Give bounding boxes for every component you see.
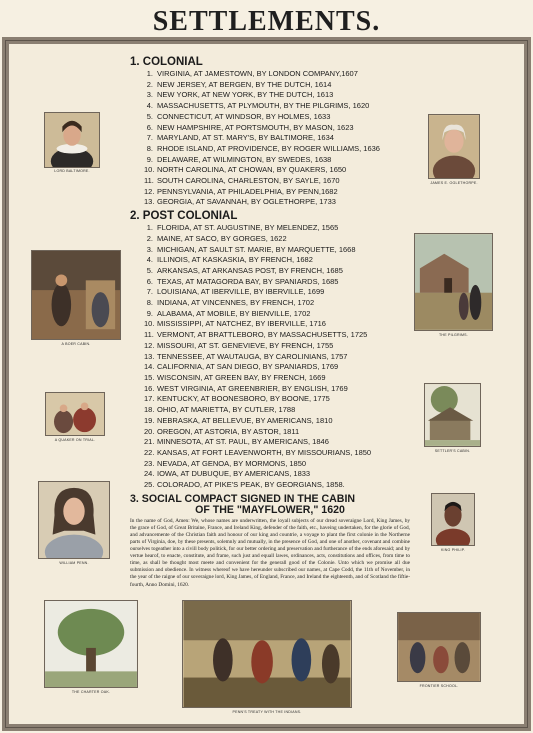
item-number: 23.	[144, 458, 155, 468]
item-number: 2.	[146, 233, 153, 243]
item-number: 21.	[144, 437, 155, 447]
item-text: NEW HAMPSHIRE, AT PORTSMOUTH, BY MASON, 1623	[157, 122, 354, 132]
item-text: VIRGINIA, AT JAMESTOWN, BY LONDON COMPANY,1607	[157, 69, 358, 78]
boer-cabin-illustration	[31, 250, 121, 340]
post-colonial-item	[144, 341, 410, 352]
post-colonial-item	[144, 437, 410, 448]
colonial-item	[144, 197, 410, 208]
colonial-item	[144, 69, 410, 80]
item-text: OREGON, AT ASTORIA, BY ASTOR, 1811	[157, 426, 300, 436]
pilgrims-illustration	[414, 233, 493, 331]
item-text: MISSISSIPPI, AT NATCHEZ, BY IBERVILLE, 1716	[157, 319, 326, 329]
item-number: 8.	[146, 298, 153, 308]
portrait-illustration	[39, 482, 109, 558]
item-number: 11.	[144, 330, 154, 340]
item-text: PENNSYLVANIA, AT PHILADELPHIA, BY PENN,1682	[157, 186, 338, 196]
post-colonial-item	[144, 469, 410, 480]
item-text: NORTH CAROLINA, AT CHOWAN, BY QUAKERS, 1650	[157, 165, 347, 175]
item-number: 7.	[146, 133, 153, 143]
post-colonial-item	[144, 405, 410, 416]
caption-lord-baltimore: LORD BALTIMORE.	[54, 169, 90, 173]
post-colonial-item	[144, 287, 410, 298]
item-text: TENNESSEE, AT WAUTAUGA, BY CAROLINIANS, 1757	[157, 351, 348, 361]
item-number: 4.	[146, 255, 153, 265]
item-number: 9.	[146, 308, 153, 318]
colonial-list	[144, 69, 410, 208]
item-text: NEBRASKA, AT BELLEVUE, BY AMERICANS, 1810	[157, 415, 333, 425]
section-post-colonial-heading: 2. POST COLONIAL	[130, 210, 238, 223]
portrait-illustration	[45, 113, 99, 167]
item-text: WEST VIRGINIA, AT GREENBRIER, BY ENGLISH, 1769	[157, 383, 348, 393]
caption-pilgrims: THE PILGRIMS.	[439, 333, 468, 337]
colonial-item	[144, 187, 410, 198]
main-content	[130, 56, 410, 589]
portrait-illustration	[429, 115, 479, 178]
lord-baltimore-portrait	[44, 112, 100, 168]
frontier-school-illustration	[397, 612, 481, 682]
caption-charter-oak: THE CHARTER OAK.	[71, 690, 111, 694]
post-colonial-item	[144, 309, 410, 320]
post-colonial-item	[144, 384, 410, 395]
colonial-item	[144, 80, 410, 91]
item-number: 24.	[144, 469, 155, 479]
item-text: ALABAMA, AT MOBILE, BY BIENVILLE, 1702	[157, 308, 311, 318]
item-number: 6.	[146, 122, 153, 132]
item-number: 19.	[144, 415, 155, 425]
scene-illustration	[398, 613, 480, 681]
post-colonial-item	[144, 448, 410, 459]
caption-penn-treaty: PENN'S TREATY WITH THE INDIANS.	[232, 710, 302, 714]
item-text: NEW YORK, AT NEW YORK, BY THE DUTCH, 1613	[157, 90, 334, 100]
colonial-item	[144, 144, 410, 155]
scene-illustration	[415, 234, 492, 330]
post-colonial-item	[144, 352, 410, 363]
item-number: 3.	[146, 90, 153, 100]
penn-treaty-illustration	[182, 600, 352, 708]
portrait-illustration	[432, 494, 474, 545]
item-text: MINNESOTA, AT ST. PAUL, BY AMERICANS, 1846	[157, 437, 329, 447]
king-philip-portrait	[431, 493, 475, 546]
post-colonial-item	[144, 266, 410, 277]
post-colonial-item	[144, 480, 410, 491]
colonial-item	[144, 112, 410, 123]
item-number: 12.	[144, 186, 155, 196]
item-number: 18.	[144, 405, 155, 415]
scene-illustration	[32, 251, 120, 339]
post-colonial-item	[144, 373, 410, 384]
colonial-item	[144, 176, 410, 187]
item-number: 5.	[146, 265, 153, 275]
item-text: MICHIGAN, AT SAULT ST. MARIE, BY MARQUETTE, 1668	[157, 244, 356, 254]
item-number: 22.	[144, 447, 155, 457]
caption-quaker: A QUAKER ON TRIAL.	[54, 438, 96, 442]
post-colonial-item	[144, 394, 410, 405]
item-number: 2.	[146, 79, 153, 89]
post-colonial-item	[144, 298, 410, 309]
item-number: 3.	[146, 244, 153, 254]
item-text: OHIO, AT MARIETTA, BY CUTLER, 1788	[157, 405, 296, 415]
item-number: 1.	[146, 223, 153, 233]
scene-illustration	[183, 601, 351, 707]
item-text: KENTUCKY, AT BOONESBORO, BY BOONE, 1775	[157, 394, 330, 404]
caption-boer-cabin: A BOER CABIN.	[61, 342, 91, 346]
item-text: NEW JERSEY, AT BERGEN, BY THE DUTCH, 1614	[157, 79, 332, 89]
caption-oglethorpe: JAMES E. OGLETHORPE.	[430, 181, 478, 185]
item-text: MISSOURI, AT ST. GENEVIEVE, BY FRENCH, 1755	[157, 340, 334, 350]
quaker-trial-illustration	[45, 392, 105, 436]
colonial-item	[144, 101, 410, 112]
charter-oak-illustration	[44, 600, 138, 688]
item-text: TEXAS, AT MATAGORDA BAY, BY SPANIARDS, 1685	[157, 276, 339, 286]
post-colonial-item	[144, 459, 410, 470]
item-number: 1.	[146, 69, 153, 78]
post-colonial-item	[144, 277, 410, 288]
item-text: CALIFORNIA, AT SAN DIEGO, BY SPANIARDS, 1769	[157, 362, 339, 372]
item-number: 12.	[144, 340, 155, 350]
post-colonial-item	[144, 362, 410, 373]
item-number: 11.	[144, 176, 154, 186]
post-colonial-item	[144, 427, 410, 438]
item-text: COLORADO, AT PIKE'S PEAK, BY GEORGIANS, 1858.	[157, 480, 345, 490]
item-text: DELAWARE, AT WILMINGTON, BY SWEDES, 1638	[157, 154, 332, 164]
post-colonial-item	[144, 319, 410, 330]
colonial-item	[144, 123, 410, 134]
item-number: 6.	[146, 276, 153, 286]
item-number: 10.	[144, 165, 155, 175]
item-text: KANSAS, AT FORT LEAVENWORTH, BY MISSOURIANS, 1850	[157, 447, 372, 457]
compact-heading-line2: OF THE "MAYFLOWER," 1620	[195, 503, 345, 516]
item-number: 4.	[146, 101, 153, 111]
item-number: 8.	[146, 143, 153, 153]
post-colonial-list	[144, 223, 410, 491]
colonial-item	[144, 155, 410, 166]
colonial-item	[144, 133, 410, 144]
oglethorpe-portrait	[428, 114, 480, 179]
item-text: MARYLAND, AT ST. MARY'S, BY BALTIMORE, 1634	[157, 133, 334, 143]
item-number: 9.	[146, 154, 153, 164]
item-text: ARKANSAS, AT ARKANSAS POST, BY FRENCH, 1685	[157, 265, 343, 275]
item-number: 17.	[144, 394, 155, 404]
post-colonial-item	[144, 330, 410, 341]
mayflower-compact-text: In the name of God, Amen: We, whose names are underwritten, the loyall subjects of our dread soveraigne Lord, King James, by the grace of God, of Great Britaine, France, and Ireland King, defender of the faith, etc., haveing undertaken, for the glorie of God, and advancemente of the Christian faith and honour of our king and countrie, a voyage to plant the first colonie in the Northerne parts of Virginia, doe, by these presents, solemnly and mutually, in the presence of God, and one of another, covenant and combine ourselves togeather into a civill body politick, for our better ordering and preservation and furtherance of the ends aforesaid; and by vertue hearof, to enacte, constitute, and frame, such just and equall lawes, ordinances, acts, constitutions and offices, from time to time, as shall be thought most meete and convenient for the generall good of the Colonie. Unto which we promise all due submission and obedience. In witness whereof we have hereunder subscribed our names, at Cape Codd, the 11th of November, in the year of the raigne of our soveraigne lord, King James, of England, France, and Ireland the eighteenth, and of Scotland the fiftie-fourth, Anno Domini, 1620.	[130, 517, 410, 588]
post-colonial-item	[144, 245, 410, 256]
item-text: NEVADA, AT GENOA, BY MORMONS, 1850	[157, 458, 307, 468]
item-text: SOUTH CAROLINA, CHARLESTON, BY SAYLE, 1670	[157, 176, 340, 186]
item-number: 13.	[144, 351, 155, 361]
item-number: 14.	[144, 362, 155, 372]
compact-heading-line1: 3. SOCIAL COMPACT SIGNED IN THE CABIN	[130, 492, 356, 505]
item-text: WISCONSIN, AT GREEN BAY, BY FRENCH, 1669	[157, 372, 326, 382]
item-number: 5.	[146, 111, 153, 121]
colonial-item	[144, 165, 410, 176]
item-text: MAINE, AT SACO, BY GORGES, 1622	[157, 233, 287, 243]
william-penn-portrait	[38, 481, 110, 559]
item-text: GEORGIA, AT SAVANNAH, BY OGLETHORPE, 1733	[157, 197, 336, 207]
post-colonial-item	[144, 416, 410, 427]
post-colonial-item	[144, 255, 410, 266]
item-number: 7.	[146, 287, 153, 297]
item-number: 25.	[144, 480, 155, 490]
section-colonial-heading: 1. COLONIAL	[130, 56, 203, 68]
scene-illustration	[46, 393, 104, 435]
item-text: RHODE ISLAND, AT PROVIDENCE, BY ROGER WILLIAMS, 1636	[157, 143, 380, 153]
section-compact-heading	[130, 494, 410, 516]
scene-illustration	[425, 384, 480, 446]
caption-frontier-school: FRONTIER SCHOOL.	[419, 684, 459, 688]
caption-king-philip: KING PHILIP.	[440, 548, 466, 552]
item-text: ILLINOIS, AT KASKASKIA, BY FRENCH, 1682	[157, 255, 313, 265]
item-text: IOWA, AT DUBUQUE, BY AMERICANS, 1833	[157, 469, 311, 479]
item-text: MASSACHUSETTS, AT PLYMOUTH, BY THE PILGRIMS, 1620	[157, 101, 370, 111]
item-text: VERMONT, AT BRATTLEBORO, BY MASSACHUSETTS, 1725	[157, 330, 368, 340]
item-text: LOUISIANA, AT IBERVILLE, BY IBERVILLE, 1699	[157, 287, 325, 297]
post-colonial-item	[144, 234, 410, 245]
post-colonial-item	[144, 223, 410, 234]
item-text: FLORIDA, AT ST. AUGUSTINE, BY MELENDEZ, 1565	[157, 223, 339, 233]
page-title: SETTLEMENTS.	[152, 6, 381, 37]
item-number: 13.	[144, 197, 155, 207]
item-number: 15.	[144, 372, 155, 382]
scene-illustration	[45, 601, 137, 687]
colonial-item	[144, 90, 410, 101]
item-number: 10.	[144, 319, 155, 329]
item-text: INDIANA, AT VINCENNES, BY FRENCH, 1702	[157, 298, 315, 308]
caption-settlers-cabin: SETTLER'S CABIN.	[434, 449, 471, 453]
item-text: CONNECTICUT, AT WINDSOR, BY HOLMES, 1633	[157, 111, 331, 121]
caption-william-penn: WILLIAM PENN.	[59, 561, 89, 565]
settlers-cabin-illustration	[424, 383, 481, 447]
item-number: 20.	[144, 426, 155, 436]
item-number: 16.	[144, 383, 155, 393]
